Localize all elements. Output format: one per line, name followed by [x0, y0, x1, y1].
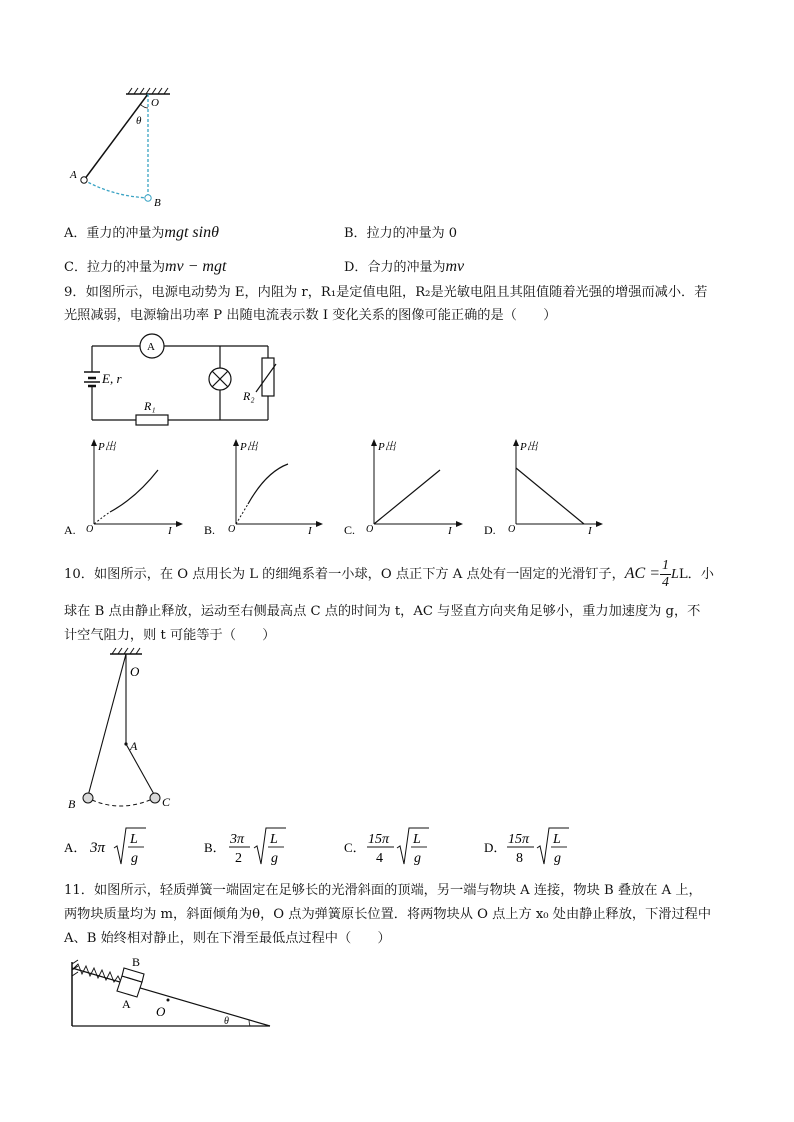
- q11-stem-line2: 两物块质量均为 m，斜面倾角为θ，O 点为弹簧原长位置．将两物块从 O 点上方 x₀ 处由静止释放，下滑过程中: [64, 907, 712, 922]
- svg-text:P出: P出: [378, 441, 396, 453]
- pendulum-figure-q8: [60, 86, 190, 216]
- fraction-one-quarter: $\frac{1}{4}$: [662, 558, 670, 590]
- q10-option-d[interactable]: [482, 824, 592, 872]
- q10-stem-line2: 球在 B 点由静止释放，运动至右侧最高点 C 点的时间为 t，AC 与竖直方向夹角足够小，重力加速度为 g，不: [64, 604, 701, 619]
- svg-text:P出: P出: [520, 441, 538, 453]
- svg-text:I: I: [168, 525, 172, 536]
- label-A: A: [130, 739, 138, 753]
- svg-text:I: I: [448, 525, 452, 536]
- svg-text:P出: P出: [98, 441, 116, 453]
- svg-text:g: g: [271, 851, 278, 866]
- q8-option-d[interactable]: D．合力的冲量为mv: [344, 258, 465, 275]
- label-B: B: [154, 197, 161, 209]
- svg-text:O: O: [366, 524, 374, 535]
- svg-text:15π: 15π: [508, 832, 530, 847]
- svg-text:O: O: [508, 524, 516, 535]
- svg-text:L: L: [413, 832, 421, 847]
- svg-text:15π: 15π: [368, 832, 390, 847]
- q10-stem-line3: 计空气阻力，则 t 可能等于（ ）: [64, 628, 276, 643]
- label-A: A: [70, 169, 77, 181]
- svg-text:D．: D．: [484, 840, 507, 855]
- q10-stem-line1: 10．如图所示，在 O 点用长为 L 的细绳系着一小球，O 点正下方 A 点处有一固定的光滑钉子，AC = $\frac{1}{4}$ LL．小: [64, 558, 714, 590]
- svg-text:8: 8: [516, 851, 523, 866]
- label-theta: θ: [136, 115, 142, 127]
- svg-text:B.: B.: [204, 523, 216, 536]
- svg-text:C.: C.: [344, 523, 356, 536]
- q8-option-a[interactable]: A．重力的冲量为mgt sinθ: [64, 224, 219, 241]
- q9-graph-d[interactable]: [482, 436, 606, 536]
- pendulum-nail-figure-q10: [60, 646, 190, 812]
- svg-text:D.: D.: [484, 523, 496, 536]
- svg-text:g: g: [131, 851, 138, 866]
- svg-text:P出: P出: [240, 441, 258, 453]
- svg-text:3π: 3π: [90, 840, 106, 856]
- q10-option-a[interactable]: [62, 824, 172, 872]
- q9-graph-a[interactable]: [62, 436, 186, 536]
- q11-stem-line3: A、B 始终相对静止，则在下滑至最低点过程中（ ）: [64, 931, 391, 946]
- svg-text:A．: A．: [64, 840, 87, 855]
- label-B: B: [68, 797, 76, 811]
- label-C: C: [162, 795, 171, 809]
- svg-text:L: L: [553, 832, 561, 847]
- q11-stem-line1: 11．如图所示，轻质弹簧一端固定在足够长的光滑斜面的顶端，另一端与物块 A 连接，物块 B 叠放在 A 上，: [64, 883, 702, 898]
- label-O: O: [151, 97, 159, 109]
- q9-stem-line2: 光照减弱，电源输出功率 P 出随电流表示数 I 变化关系的图像可能正确的是（ ）: [64, 308, 557, 323]
- label-O: O: [130, 664, 140, 679]
- svg-text:I: I: [588, 525, 592, 536]
- svg-text:B．: B．: [204, 840, 226, 855]
- q8-option-c[interactable]: C．拉力的冲量为mv − mgt: [64, 258, 227, 275]
- q9-stem-line1: 9．如图所示，电源电动势为 E，内阻为 r，R₁是定值电阻，R₂是光敏电阻且其阻值随着光强的增强而减小．若: [64, 285, 708, 300]
- svg-text:O: O: [86, 524, 94, 535]
- incline-spring-figure-q11: [64, 954, 276, 1032]
- svg-text:L: L: [270, 832, 278, 847]
- q9-graph-c[interactable]: [342, 436, 466, 536]
- label-B: B: [132, 955, 141, 969]
- svg-text:C．: C．: [344, 840, 366, 855]
- label-theta: θ: [224, 1016, 229, 1027]
- q10-option-b[interactable]: [202, 824, 312, 872]
- q10-option-c[interactable]: [342, 824, 452, 872]
- source-label: E, r: [102, 371, 122, 386]
- r1-label: R₁: [144, 399, 156, 413]
- svg-text:g: g: [554, 851, 561, 866]
- ammeter-label: A: [147, 341, 155, 353]
- label-A: A: [122, 997, 131, 1011]
- svg-text:3π: 3π: [230, 832, 245, 847]
- svg-text:A.: A.: [64, 523, 76, 536]
- svg-text:L: L: [130, 832, 138, 847]
- q9-graph-b[interactable]: [202, 436, 326, 536]
- svg-text:O: O: [228, 524, 236, 535]
- svg-text:2: 2: [235, 851, 242, 866]
- svg-text:g: g: [414, 851, 421, 866]
- svg-text:I: I: [308, 525, 312, 536]
- q8-option-b[interactable]: B．拉力的冲量为 0: [344, 226, 457, 241]
- r2-label: R₂: [243, 389, 255, 403]
- label-O: O: [156, 1004, 166, 1019]
- circuit-figure-q9: [80, 330, 280, 430]
- svg-text:4: 4: [376, 851, 383, 866]
